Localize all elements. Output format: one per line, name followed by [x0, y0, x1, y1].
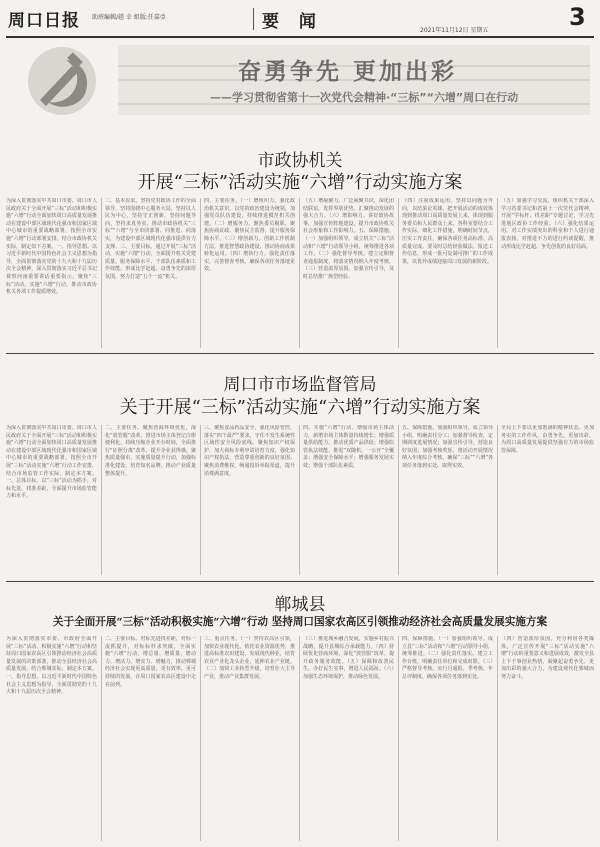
article2-column: 四、实施“六增”行动。增强市场主体活力，新增市场主体数量持续增长；增强质量供给能力，推动优质产品供给；增强监管执法效能，推进“双随机、一公开”全覆盖；增强安全保障水平；增强服务发展实效；增强干部队伍素质。: [303, 425, 394, 469]
article3-headline-wrap: [6, 614, 594, 629]
article2-headline: 关于开展“三标”活动实施“六增”行动实施方案: [119, 397, 481, 418]
page-number: 3: [569, 3, 586, 31]
article1-column: 为深入贯彻落实中共周口市委、周口市人民政府关于全面开展“三标”活动和积极实施“六增”行动全面加快周口高质量发展推动在建设中部区域现代化强市和国家区域中心城市的重要战略部署，按照全市实施“六增”行动部署安排，结合市政协机关实际，制定如下方案。一、指导思想。以习近平新时代中国特色社会主义思想为指导，全面贯彻落实党的十九大和十九届历次全会精神，深入贯彻落实习近平总书记视察河南重要讲话重要指示，聚焦“三标”活动，实施“六增”行动，推动市政协机关各项工作提质增效。: [6, 198, 97, 296]
article2-body: [6, 425, 594, 575]
article2-column: 二、主要任务。聚焦营商环境优化，深化“放管服”改革，推进市场主体登记注册便利化，持续压缩企业开办时间，全面推行“证照分离”改革，提升企业获得感。聚焦质量强市，实施质量提升行动，加强标准化建设，培育知名品牌，推动产业质量整体提升。: [105, 425, 196, 477]
column-divider: [299, 425, 300, 575]
article2-column: 三、聚焦食品药品安全，强化风险管控，落实“四个最严”要求，守住不发生系统性区域性安全风险底线。聚焦知识产权保护，加大商标专利申请培育力度，强化知识产权执法，营造尊重创新的良好氛围。聚焦消费维权，畅通投诉举报渠道，提升消费满意度。: [204, 425, 295, 477]
column-divider: [299, 636, 300, 841]
party-emblem-icon: [6, 42, 118, 120]
masthead: [0, 0, 600, 40]
article1-kicker: 市政协机关: [257, 151, 343, 171]
column-divider: [497, 425, 498, 575]
article1-column: （五）加强学习交流。组织机关干部深入学习省委书记和省第十一次党代会精神，开展“学标杆、找差距”专题讨论，学习先进地区政协工作经验。（六）强化结果运用。对工作实绩突出的科室和个人进行通报表扬，对推进不力的进行约谈提醒，推动形成比学赶超、争先创优的良好局面。: [501, 198, 594, 250]
column-divider: [101, 198, 102, 348]
article2-column: 五、保障措施。加强组织领导，成立领导小组，明确责任分工；加强督导检查，定期调度进展情况；加强宣传引导，营造良好氛围；加强考核奖惩，将活动开展情况纳入年度综合考核，确保“三标”“六增”各项任务落到实处、取得实效。: [402, 425, 493, 469]
article3-column: 四、保障措施。（一）加强组织领导。成立县“三标”活动和“六增”行动领导小组，统筹推进。（二）强化责任落实。建立工作台账，明确责任单位和完成时限。（三）严格督导考核。实行月通报、季考核、年总评制度，确保各项任务落到实处。: [402, 636, 493, 680]
column-divider: [398, 636, 399, 841]
newspaper-logo: 周口日报: [8, 11, 80, 31]
article3-body: [6, 636, 594, 841]
section-rule: [6, 581, 594, 582]
masthead-rule: [6, 36, 594, 38]
banner-title: 奋勇争先 更加出彩: [238, 59, 458, 85]
column-divider: [200, 636, 201, 841]
article2-column: 为深入贯彻落实中共周口市委、周口市人民政府关于全面开展“三标”活动和积极实施“六增”行动全面加快周口高质量发展推动在建设中部区域现代化强市和国家区域中心城市的重要战略部署，按照全市开展“三标”活动实施“六增”行动工作安排，结合市场监管工作实际，制定本方案。一、总体目标。以“三标”活动为抓手，对标先进、找准差距，全面提升市场监管能力和水平。: [6, 425, 97, 500]
article2-column: 全局上下要以更加饱满的精神状态、更加务实的工作作风，奋勇争先、更加出彩，为周口高质量发展提供坚强有力的市场监管保障。: [501, 425, 594, 454]
issue-date: 2021年11月12日 星期五: [420, 27, 489, 34]
column-divider: [497, 198, 498, 348]
article2-kicker: 周口市市场监督管局: [223, 375, 377, 395]
banner-subtitle: ——学习贯彻省第十一次党代会精神·“三标”“六增”周口在行动: [210, 91, 519, 104]
article1-body: [6, 198, 594, 348]
article3-column: （四）营造浓厚氛围。充分利用各类媒体，广泛宣传开展“三标”活动实施“六增”行动的重要意义和进展成效，激发全县上下干事创业热情，凝聚起奋勇争先、更加出彩的强大合力，为建设现代化郸城而努力奋斗。: [501, 636, 594, 680]
article1-column: （五）增凝聚力。广泛凝聚共识，深化团结联谊，发挥界别优势，汇聚推动发展的强大合力。（六）增影响力。讲好政协故事，加强宣传阵地建设，提升市政协机关社会形象和工作影响力。五、保障措施。（一）加强组织领导。成立机关“三标”活动和“六增”行动领导小组，统筹推进各项工作。（二）强化督导考核。建立定期督查通报制度，将落实情况纳入年度考核。（三）营造浓厚氛围。加强宣传引导，及时总结推广典型经验。: [303, 198, 394, 280]
column-divider: [299, 198, 300, 348]
article3-column: 三、重点任务。（一）坚持农高区引领，加快农业现代化。依托农业资源优势，推进高标准农田建设，发展现代种业，培育农业产业化龙头企业，延伸农业产业链。（二）加快工业转型升级，培育壮大主导产业，推动产业集群发展。: [204, 636, 295, 680]
theme-banner: [118, 45, 590, 115]
article1-headline: 开展“三标”活动实施“六增”行动实施方案: [137, 172, 463, 193]
column-divider: [398, 198, 399, 348]
column-divider: [398, 425, 399, 575]
column-divider: [200, 425, 201, 575]
article1-column: 二、基本原求。坚持党对政协工作的全面领导，坚持围绕中心服务大局，坚持以人民为中心，坚持守正创新，坚持问题导向，坚持求真务实，推动市政协机关“三标”“六增”与全市同部署、同推进、同落实，为建设中部区域现代化强市提供有力支撑。三、主要目标。通过开展“三标”活动，实施“六增”行动，全面提升机关党建质量、服务保障水平、干部队伍素质和工作效能，形成比学赶超、奋勇争先的浓厚氛围，努力打造“五个一流”机关。: [105, 198, 196, 280]
column-divider: [497, 636, 498, 841]
article3-column: 为深入贯彻落实市委、市政府全面开展“三标”活动、积极实施“六增”行动和坚持周口国家农高区引领推动经济社会高质量发展的决策部署，推动全县经济社会高质量发展，结合郸城实际，制定本方案。一、指导思想。以习近平新时代中国特色社会主义思想为指导，全面贯彻党的十九大和十九届历次全会精神。: [6, 636, 97, 696]
section-title: 要 闻: [262, 12, 323, 32]
editor-credit: 助班編輯/趙 幸 組版:任嘉亞: [92, 14, 166, 21]
column-divider: [101, 425, 102, 575]
article3-headline: 关于全面开展“三标”活动积极实施“六增”行动 坚持周口国家农高区引领推动经济社会高质量发展实施方案: [52, 616, 548, 628]
column-divider: [101, 636, 102, 841]
column-divider: [200, 198, 201, 348]
article1-column: （四）注重成果运用。坚持以问题为导向，以结果论英雄，把开展活动的成效体现到推动周口高质量发展上来，体现到服务委员和人民群众上来。各科室要结合工作实际，细化工作措施，明确时间节点，压实工作责任，确保各项任务高标准、高质量完成。要及时总结经验做法，报送工作信息，形成一批可复制可推广的工作成果，以优异成绩迎接周口发展的新阶段。: [402, 198, 493, 265]
section-rule: [6, 353, 594, 354]
article3-column: 二、主要目标。对标先进找差距，对标一流抓提升，对标标杆求突破，全面实施“六增”行动，增总量、增质量、增动力、增活力、增实力、增魅力，推动郸城经济社会实现更高质量、更有效率、更可持续的发展，在周口国家农高区建设中走在前列。: [105, 636, 196, 688]
article3-kicker: 郸城县: [274, 595, 326, 615]
section-divider: [253, 8, 254, 30]
article1-column: 四、主要任务。（一）增组织力。强化政治机关意识，以党的政治建设为统领，加强党员队伍建设，持续推进模范机关创建。（二）增服务力。聚焦委员履职、聚焦协商议政、聚焦民主监督，提升服务保障水平。（三）增创新力。创新工作机制方法，推进智慧政协建设，推动协商成果转化运用。（四）增执行力。强化责任落实，完善督查考核，确保各项任务落地见效。: [204, 198, 295, 273]
article3-column: （三）推进城乡融合发展，实施乡村振兴战略，提升县城综合承载能力。（四）持续优化营商环境，深化“放管服”改革，提升政务服务效能。（五）保障和改善民生，办好民生实事，增进人民福祉。（六）加强生态环境保护，推动绿色发展。: [303, 636, 394, 680]
